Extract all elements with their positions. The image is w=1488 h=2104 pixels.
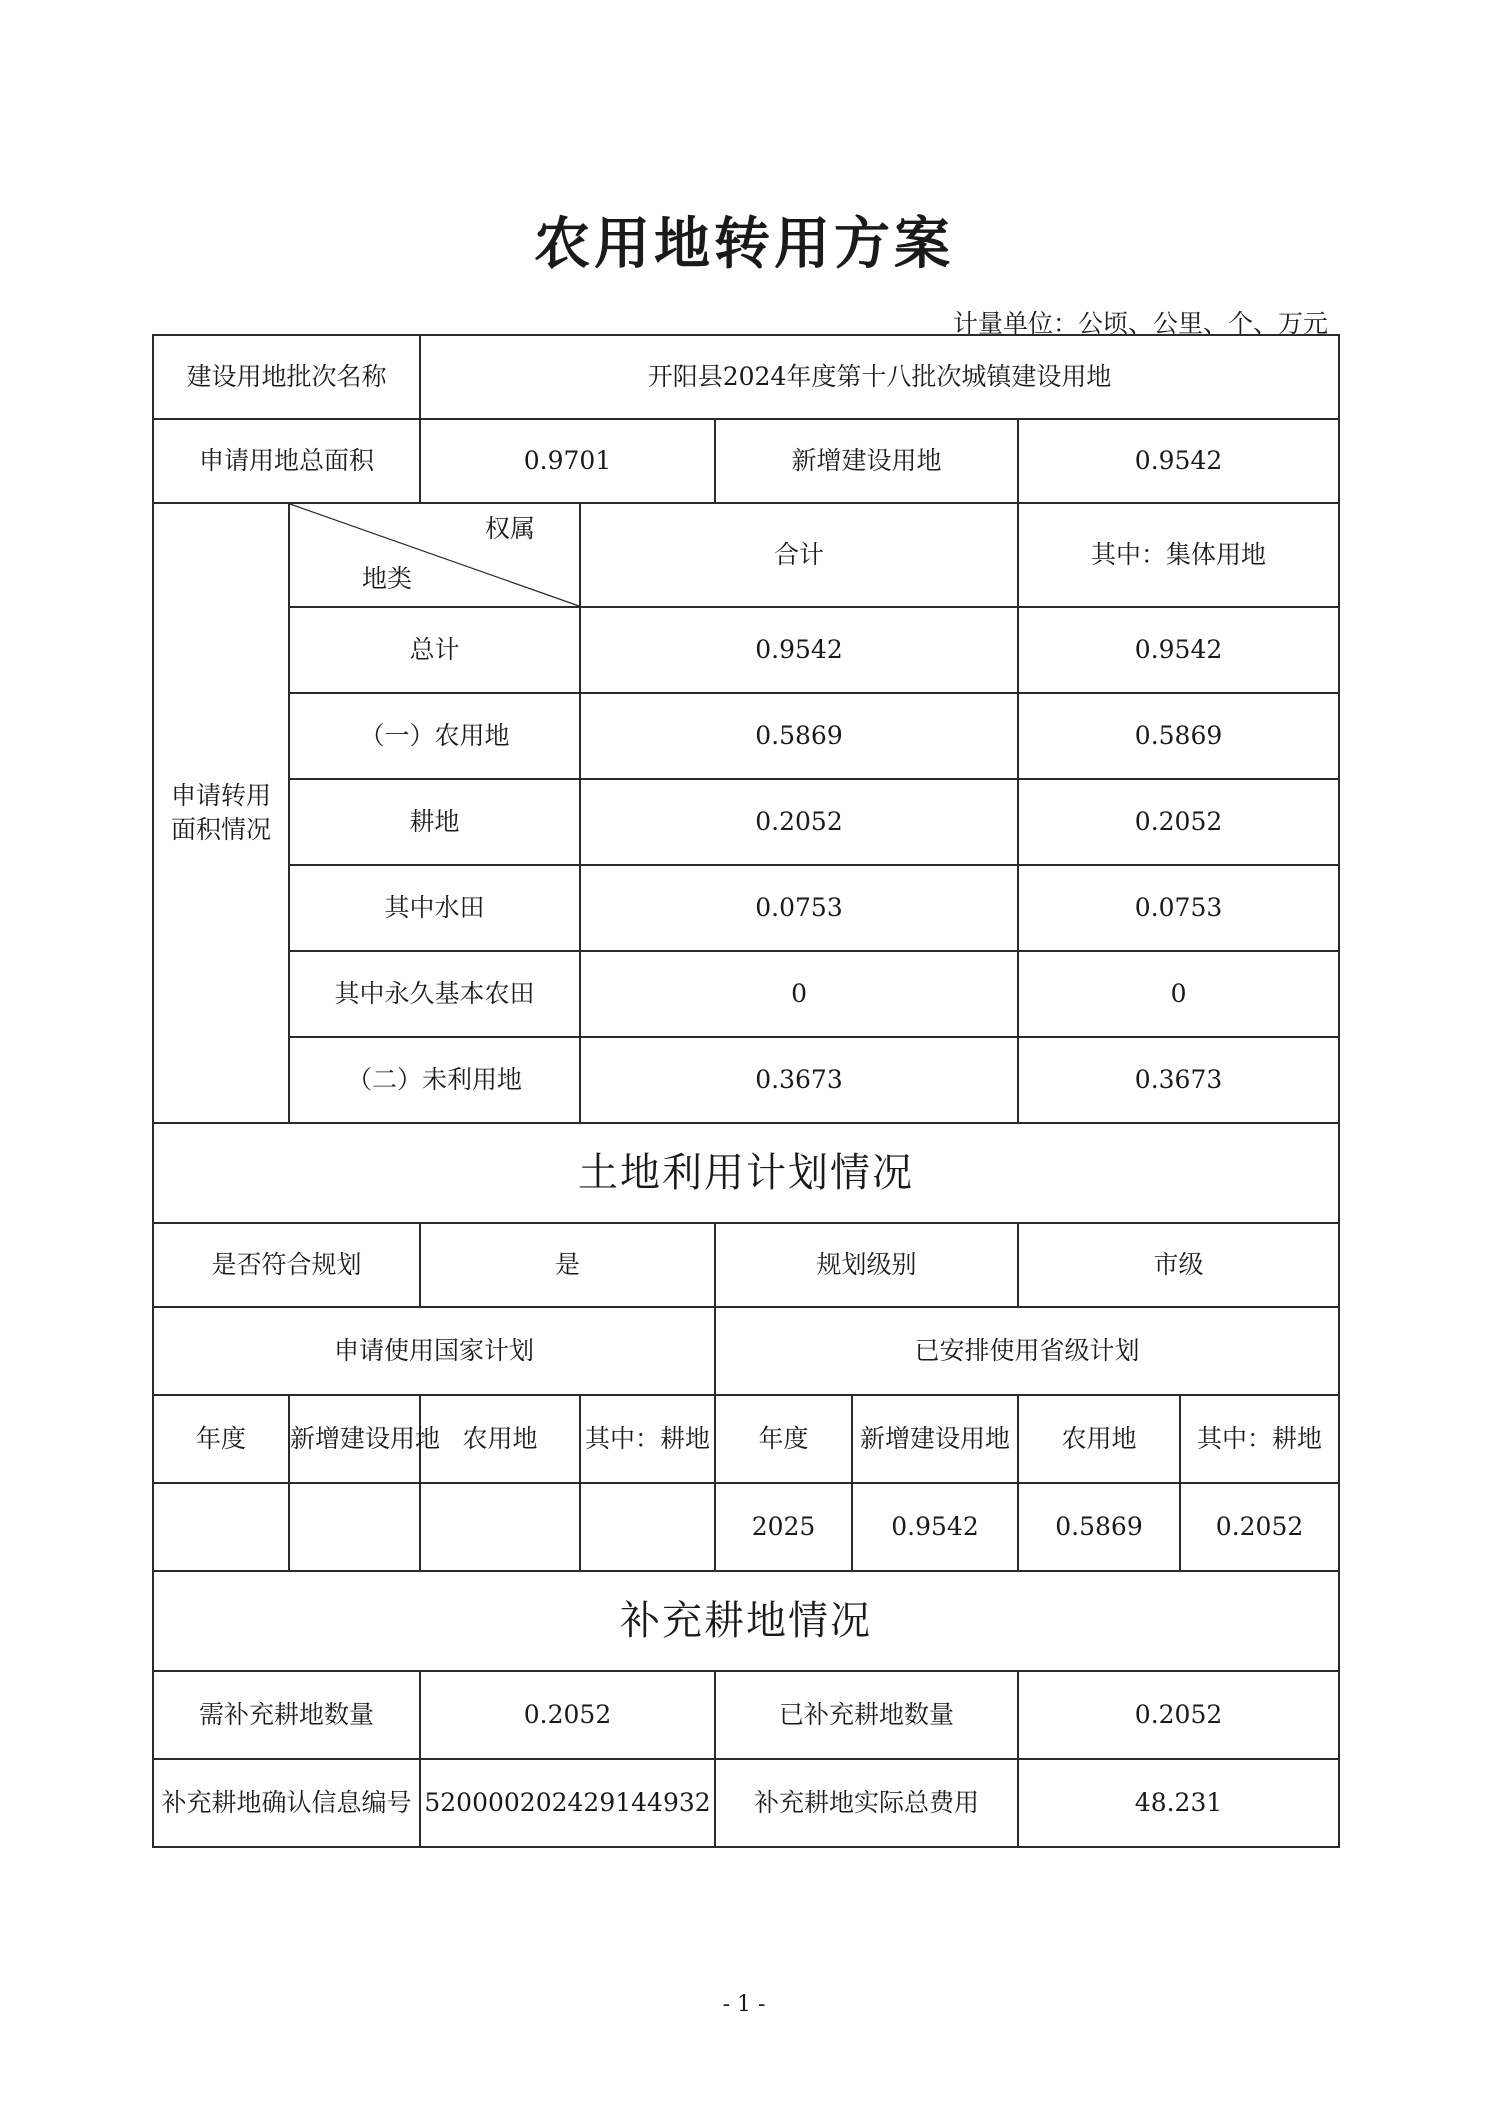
batch-row	[153, 335, 1339, 419]
col-total-header: 合计	[580, 503, 1018, 607]
plan-section-row	[153, 1123, 1339, 1223]
row-collective: 0.2052	[1018, 779, 1339, 865]
need-supplement-value: 0.2052	[420, 1671, 715, 1759]
provincial-cultivated-value: 0.2052	[1180, 1483, 1339, 1571]
provincial-new-value: 0.9542	[852, 1483, 1018, 1571]
conform-value: 是	[420, 1223, 715, 1307]
national-col-cultivated: 其中：耕地	[580, 1395, 715, 1483]
table-row	[153, 779, 1339, 865]
confirmation-code-label: 补充耕地确认信息编号	[153, 1759, 420, 1847]
col-collective-header: 其中：集体用地	[1018, 503, 1339, 607]
provincial-col-new: 新增建设用地	[852, 1395, 1018, 1483]
row-collective: 0.3673	[1018, 1037, 1339, 1123]
row-collective: 0.5869	[1018, 693, 1339, 779]
diagonal-line	[290, 504, 579, 606]
row-total: 0.0753	[580, 865, 1018, 951]
land-type-header: 地类	[362, 564, 413, 594]
provincial-col-year: 年度	[715, 1395, 852, 1483]
row-total: 0.5869	[580, 693, 1018, 779]
national-plan-label: 申请使用国家计划	[153, 1307, 715, 1395]
table-row	[153, 865, 1339, 951]
row-collective: 0.0753	[1018, 865, 1339, 951]
plan-conform-row	[153, 1223, 1339, 1307]
owner-header: 权属	[485, 514, 536, 543]
actual-cost-label: 补充耕地实际总费用	[715, 1759, 1018, 1847]
row-label: 其中水田	[289, 865, 580, 951]
provincial-farmland-value: 0.5869	[1018, 1483, 1180, 1571]
national-year-value	[153, 1483, 289, 1571]
new-construction-value: 0.9542	[1018, 419, 1339, 503]
provincial-year-value: 2025	[715, 1483, 852, 1571]
plan-section-title: 土地利用计划情况	[153, 1123, 1339, 1223]
national-new-value	[289, 1483, 420, 1571]
national-col-year: 年度	[153, 1395, 289, 1483]
national-farmland-value	[420, 1483, 580, 1571]
need-supplement-label: 需补充耕地数量	[153, 1671, 420, 1759]
row-label: （二）未利用地	[289, 1037, 580, 1123]
table-row	[153, 1037, 1339, 1123]
row-total: 0	[580, 951, 1018, 1037]
done-supplement-value: 0.2052	[1018, 1671, 1339, 1759]
row-label: 总计	[289, 607, 580, 693]
table-row	[153, 693, 1339, 779]
table-row	[153, 607, 1339, 693]
supplement-quantity-row	[153, 1671, 1339, 1759]
row-label: 其中永久基本农田	[289, 951, 580, 1037]
plan-level-value: 市级	[1018, 1223, 1339, 1307]
provincial-col-cultivated: 其中：耕地	[1180, 1395, 1339, 1483]
supplement-section-title: 补充耕地情况	[153, 1571, 1339, 1671]
conversion-side-label: 申请转用面积情况	[153, 503, 289, 1123]
new-construction-label: 新增建设用地	[715, 419, 1018, 503]
area-row	[153, 419, 1339, 503]
row-collective: 0	[1018, 951, 1339, 1037]
supplement-section-row	[153, 1571, 1339, 1671]
batch-value: 开阳县2024年度第十八批次城镇建设用地	[420, 335, 1339, 419]
table-row	[153, 951, 1339, 1037]
actual-cost-value: 48.231	[1018, 1759, 1339, 1847]
row-total: 0.9542	[580, 607, 1018, 693]
total-area-value: 0.9701	[420, 419, 715, 503]
confirmation-code-value: 520000202429144932	[420, 1759, 715, 1847]
row-total: 0.3673	[580, 1037, 1018, 1123]
done-supplement-label: 已补充耕地数量	[715, 1671, 1018, 1759]
batch-label: 建设用地批次名称	[153, 335, 420, 419]
diagonal-header-cell	[289, 503, 580, 607]
national-col-new: 新增建设用地	[289, 1395, 420, 1483]
unit-note: 计量单位：公顷、公里、个、万元	[952, 309, 1328, 338]
provincial-col-farmland: 农用地	[1018, 1395, 1180, 1483]
plan-values-row	[153, 1483, 1339, 1571]
conversion-header-row	[153, 503, 1339, 607]
supplement-code-row	[153, 1759, 1339, 1847]
row-total: 0.2052	[580, 779, 1018, 865]
national-col-farmland: 农用地	[420, 1395, 580, 1483]
conform-label: 是否符合规划	[153, 1223, 420, 1307]
national-cultivated-value	[580, 1483, 715, 1571]
row-collective: 0.9542	[1018, 607, 1339, 693]
plan-group-row	[153, 1307, 1339, 1395]
page-number: - 1 -	[722, 1992, 766, 2017]
row-label: （一）农用地	[289, 693, 580, 779]
provincial-plan-label: 已安排使用省级计划	[715, 1307, 1339, 1395]
total-area-label: 申请用地总面积	[153, 419, 420, 503]
plan-level-label: 规划级别	[715, 1223, 1018, 1307]
conversion-plan-table	[152, 334, 1340, 1848]
page-title: 农用地转用方案	[534, 212, 954, 277]
row-label: 耕地	[289, 779, 580, 865]
plan-column-header-row	[153, 1395, 1339, 1483]
